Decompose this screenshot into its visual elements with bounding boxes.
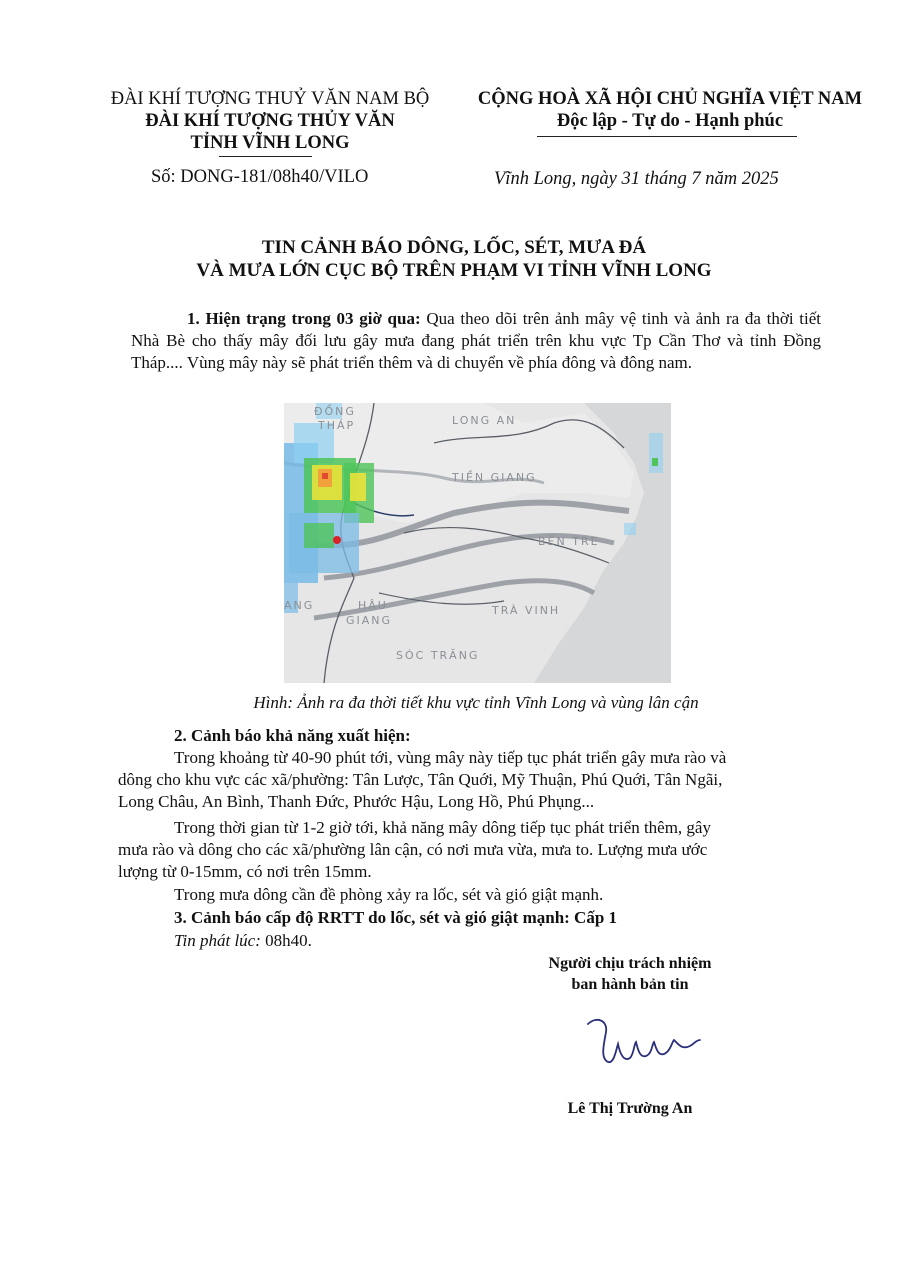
document-title bbox=[0, 236, 908, 282]
agency-block bbox=[90, 88, 450, 154]
label-cut-left: ANG bbox=[284, 599, 315, 612]
section-2-p2-line-3: lượng từ 0-15mm, có nơi trên 15mm. bbox=[118, 862, 372, 881]
map-caption: Hình: Ảnh ra đa thời tiết khu vực tỉnh Vĩnh Long và vùng lân cận bbox=[253, 693, 699, 712]
document-number: Số: DONG-181/08h40/VILO bbox=[151, 167, 369, 187]
section-1 bbox=[131, 308, 821, 374]
section-2-p1-line-3: Long Châu, An Bình, Thanh Đức, Phước Hậu, Long Hồ, Phú Phụng... bbox=[118, 792, 595, 811]
national-title: CỘNG HOÀ XÃ HỘI CHỦ NGHĨA VIỆT NAM bbox=[477, 89, 863, 109]
signature-role-line-2: ban hành bản tin bbox=[571, 976, 689, 993]
handwritten-signature bbox=[578, 1010, 708, 1070]
radar-map-graphic bbox=[284, 403, 671, 683]
signer-name: Lê Thị Trường An bbox=[567, 1100, 693, 1117]
label-tien-giang: TIỀN GIANG bbox=[452, 471, 537, 484]
agency-province: TỈNH VĨNH LONG bbox=[190, 133, 350, 153]
section-2-heading: 2. Cảnh báo khả năng xuất hiện: bbox=[174, 726, 411, 745]
title-line-2: VÀ MƯA LỚN CỤC BỘ TRÊN PHẠM VI TỈNH VĨNH LONG bbox=[196, 260, 712, 281]
section-2-p1-line-2: dông cho khu vực các xã/phường: Tân Lược, Tân Quới, Mỹ Thuận, Phú Quới, Tân Ngãi, bbox=[118, 770, 723, 789]
section-1-heading: 1. Hiện trạng trong 03 giờ qua: bbox=[187, 309, 421, 328]
issued-value: 08h40. bbox=[260, 931, 312, 950]
national-motto: Độc lập - Tự do - Hạnh phúc bbox=[556, 111, 784, 131]
label-dong-thap-1: ĐỒNG bbox=[314, 405, 356, 418]
location-marker bbox=[333, 536, 341, 544]
document-date: Vĩnh Long, ngày 31 tháng 7 năm 2025 bbox=[494, 169, 779, 189]
section-3-heading: 3. Cảnh báo cấp độ RRTT do lốc, sét và gió giật mạnh: Cấp 1 bbox=[174, 908, 618, 927]
title-line-1: TIN CẢNH BÁO DÔNG, LỐC, SÉT, MƯA ĐÁ bbox=[261, 237, 647, 258]
label-tra-vinh: TRÀ VINH bbox=[492, 604, 561, 617]
signature-role-line-1: Người chịu trách nhiệm bbox=[548, 955, 712, 972]
section-2-p3: Trong mưa dông cần đề phòng xảy ra lốc, sét và gió giật mạnh. bbox=[174, 885, 604, 904]
radar-map bbox=[284, 403, 671, 683]
issued-time bbox=[174, 930, 312, 952]
parent-agency: ĐÀI KHÍ TƯỢNG THUỶ VĂN NAM BỘ bbox=[110, 89, 430, 109]
national-block bbox=[455, 88, 885, 132]
section-2-p2-line-1: Trong thời gian từ 1-2 giờ tới, khả năng mây dông tiếp tục phát triển thêm, gây bbox=[174, 818, 711, 837]
section-2-p1-line-1: Trong khoảng từ 40-90 phút tới, vùng mây này tiếp tục phát triển gây mưa rào và bbox=[174, 748, 727, 767]
agency-name: ĐÀI KHÍ TƯỢNG THỦY VĂN bbox=[145, 111, 395, 131]
label-ben-tre: BẾN TRE bbox=[538, 535, 600, 548]
label-soc-trang: SÓC TRĂNG bbox=[396, 649, 480, 662]
motto-underline bbox=[537, 136, 797, 137]
label-hau-giang-1: HẬU bbox=[358, 599, 388, 612]
section-2-p2-line-2: mưa rào và dông cho các xã/phường lân cận, có nơi mưa vừa, mưa to. Lượng mưa ước bbox=[118, 840, 708, 859]
issued-label: Tin phát lúc: bbox=[174, 931, 261, 950]
section-1-body: Qua theo dõi trên ảnh mây vệ tinh và ảnh ra đa thời tiết Nhà Bè cho thấy mây đối lưu gây mưa đang phát triển trên khu vực Tp Cần Thơ và tỉnh Đồng Tháp.... Vùng mây này sẽ phát triển thêm và di chuyển về phía đông và đông nam. bbox=[131, 309, 822, 372]
label-long-an: LONG AN bbox=[452, 414, 517, 427]
signature-role bbox=[520, 953, 740, 995]
agency-underline bbox=[219, 156, 312, 157]
label-hau-giang-2: GIANG bbox=[346, 614, 393, 627]
label-dong-thap-2: THÁP bbox=[318, 419, 356, 432]
